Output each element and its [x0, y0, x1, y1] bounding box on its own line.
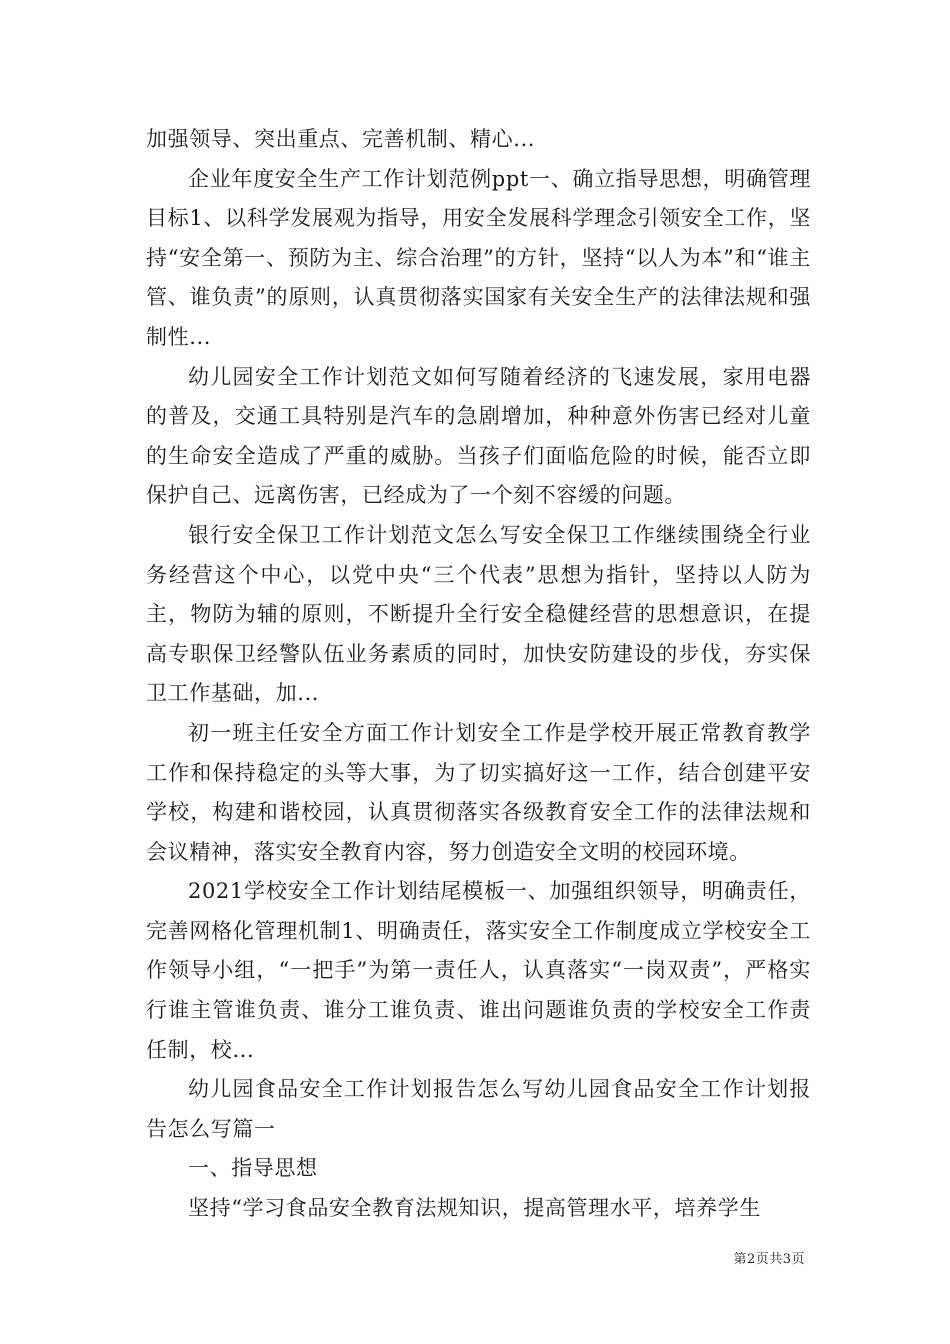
- paragraph-school-safety-plan-2021: 2021学校安全工作计划结尾模板一、加强组织领导，明确责任，完善网格化管理机制1、明确责任，落实安全工作制度成立学校安全工作领导小组，“一把手”为第一责任人，认真落实“一岗双责”，严格实行谁主管谁负责、谁分工谁负责、谁出问题谁负责的学校安全工作责任制，校...: [146, 879, 811, 1062]
- paragraph-bank-security-plan: 银行安全保卫工作计划范文怎么写安全保卫工作继续围绕全行业务经营这个中心，以党中央“三个代表”思想为指针，坚持以人防为主，物防为辅的原则，不断提升全行安全稳健经营的思想意识，在提高专职保卫经警队伍业务素质的同时，加快安防建设的步伐，夯实保卫工作基础，加...: [146, 522, 811, 706]
- paragraph-guiding-ideology-text: 坚持“学习食品安全教育法规知识，提高管理水平，培养学生: [188, 1196, 761, 1221]
- paragraph-kindergarten-safety-plan: 幼儿园安全工作计划范文如何写随着经济的飞速发展，家用电器的普及，交通工具特别是汽车的急剧增加，种种意外伤害已经对儿童的生命安全造成了严重的威胁。当孩子们面临危险的时候，能否立即保护自己、远离伤害，已经成为了一个刻不容缓的问题。: [146, 364, 811, 508]
- document-body: [146, 120, 811, 1229]
- paragraph-enterprise-safety-plan: 企业年度安全生产工作计划范例ppt一、确立指导思想，明确管理目标1、以科学发展观为指导，用安全发展科学理念引领安全工作，坚持“安全第一、预防为主、综合治理”的方针，坚持“以人为本”和“谁主管、谁负责”的原则，认真贯彻落实国家有关安全生产的法律法规和强制性...: [146, 166, 811, 349]
- paragraph-continuation: 加强领导、突出重点、完善机制、精心...: [146, 127, 536, 151]
- paragraph-class-teacher-safety-plan: 初一班主任安全方面工作计划安全工作是学校开展正常教育教学工作和保持稳定的头等大事，为了切实搞好这一工作，结合创建平安学校，构建和谐校园，认真贯彻落实各级教育安全工作的法律法规和会议精神，落实安全教育内容，努力创造安全文明的校园环境。: [146, 720, 811, 864]
- page-number-footer: 第2页共3页: [733, 1252, 805, 1267]
- paragraph-kindergarten-food-safety: 幼儿园食品安全工作计划报告怎么写幼儿园食品安全工作计划报告怎么写篇一: [146, 1077, 811, 1141]
- section-heading-guiding-ideology: 一、指导思想: [188, 1156, 318, 1181]
